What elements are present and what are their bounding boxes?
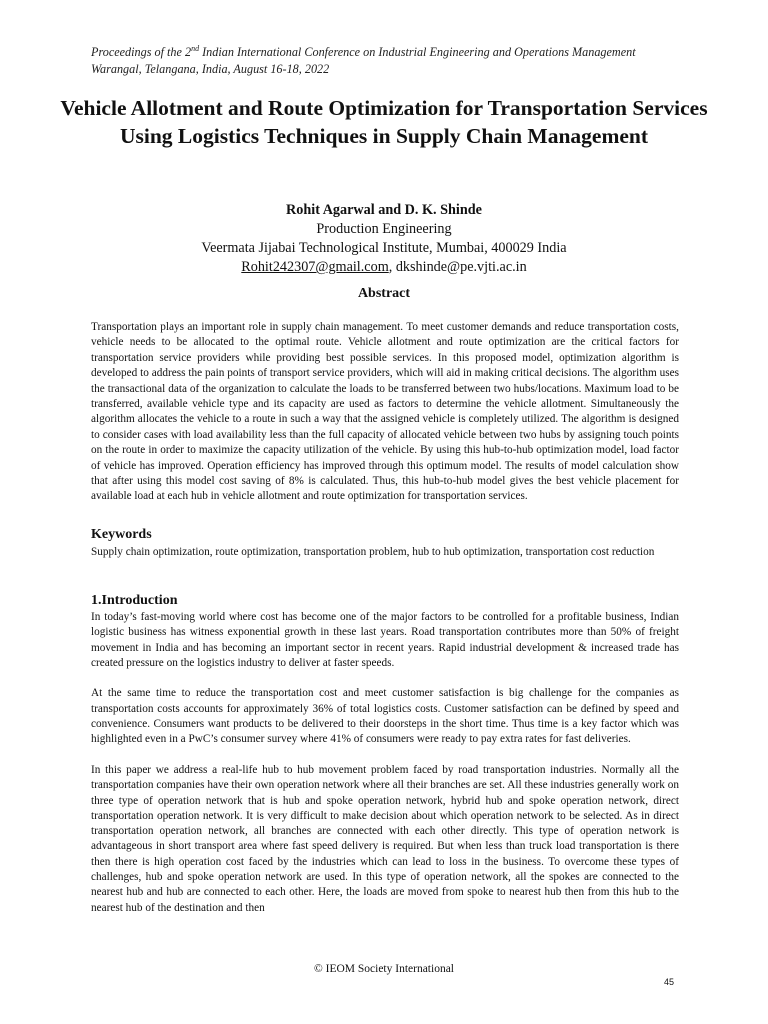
email-link-1[interactable]: Rohit242307@gmail.com <box>241 259 389 275</box>
introduction-body <box>91 610 679 931</box>
author-names: Rohit Agarwal and D. K. Shinde <box>286 202 482 218</box>
email-text-2: dkshinde@pe.vjti.ac.in <box>395 259 527 275</box>
keywords-heading: Keywords <box>91 527 152 542</box>
author-institute: Veermata Jijabai Technological Institute, Mumbai, 400029 India <box>201 240 567 256</box>
introduction-heading: 1.Introduction <box>91 593 178 608</box>
author-department: Production Engineering <box>316 221 452 237</box>
copyright-footer: © IEOM Society International <box>314 963 454 975</box>
abstract-heading: Abstract <box>357 286 411 301</box>
proceedings-conference: Indian International Conference on Industrial Engineering and Operations Management <box>199 45 636 59</box>
keywords-text: Supply chain optimization, route optimization, transportation problem, hub to hub optimization, transportation cost reduction <box>91 546 655 558</box>
abstract-text: Transportation plays an important role in supply chain management. To meet customer demands and reduce transportation costs, vehicle needs to be allocated to the optimal route. Vehicle allotment and route optimization are the critical factors for transportation service providers while providing best possible services. In this proposed model, optimization algorithm is developed to address the pain points of transport service providers, which will aid in making critical decisions. The algorithm uses the transactional data of the organization to calculate the loads to be transferred between two hubs/locations. Maximum load to be transferred, available vehicle type and its capacity are used as factors to determine the vehicle allotment. Simultaneously the algorithm allocates the vehicle to a route in such a way that the assigned vehicle is completely utilized. The algorithm is designed to consider cases with load availability less than the full capacity of allocated vehicle between two hubs by assigning touch points on the route in order to maximize the capacity utilization of the vehicle. By using this hub-to-hub optimization model, load factor of vehicle has improved. Operation efficiency has improved through this optimum model. The results of model calculation show that after using this model cost saving of 8% is calculated. Thus, this hub-to-hub model gives the best vehicle placement for available load at each hub in vehicle allotment and route optimization for transportation services. <box>91 321 679 503</box>
proceedings-line-2: Warangal, Telangana, India, August 16-18, 2022 <box>91 62 330 76</box>
intro-paragraph-2: At the same time to reduce the transportation cost and meet customer satisfaction is big challenge for the companies as transportation costs accounts for approximately 36% of total logistics costs. Customer satisfaction can be defined by speed and convenience. Consumers want products to be delivered to their doorsteps in the short time. Thus time is a key factor which was highlighted even in a PwC’s consumer survey where 41% of consumers were ready to pay extra rates for fast deliveries. <box>91 687 679 746</box>
proceedings-line-1 <box>91 44 691 61</box>
page-number: 45 <box>664 977 675 987</box>
author-emails <box>60 258 708 277</box>
proceedings-header <box>91 44 691 78</box>
author-block <box>60 201 708 277</box>
intro-paragraph-3: In this paper we address a real-life hub to hub movement problem faced by road transportation industries. Normally all the transportation companies have their own operation network where all their branches are set. All these industries generally work on three type of operation network that is hub and spoke operation network, hybrid hub and spoke operation network, direct transportation operation network. It is very difficult to make decision about which operation network to be selected. As in direct transportation operation network, all branches are connected with each other directly. This type of operation network is advantageous in short transport area where fast speed delivery is required. But when less than truck load transportation is there then there is high operation cost faced by the industries which can lead to loss in the business. To overcome these types of challenges, hub and spoke operation network are used. In this type of operation network, all the spokes are connected to the nearest hub and hub are connected to each other. Here, the loads are moved from spoke to nearest hub then from this hub to the nearest hub of the destination and then <box>91 763 679 914</box>
email-separator: , <box>388 259 396 275</box>
proceedings-ordinal: nd <box>191 43 200 53</box>
intro-paragraph-1: In today’s fast-moving world where cost has become one of the major factors to be controlled for a profitable business, Indian logistic business has witness exponential growth in these last years. Road transportation contributes more than 50% of freight movement in India and has becoming an important sector in recent years. Rapid industrial development & increased trade has created pressure on the logistics industry to deliver at faster speeds. <box>91 611 679 669</box>
paper-title: Vehicle Allotment and Route Optimization for Transportation Services Using Logistics Techniques in Supply Chain Management <box>60 96 708 148</box>
proceedings-text: Proceedings of the 2 <box>91 45 192 59</box>
